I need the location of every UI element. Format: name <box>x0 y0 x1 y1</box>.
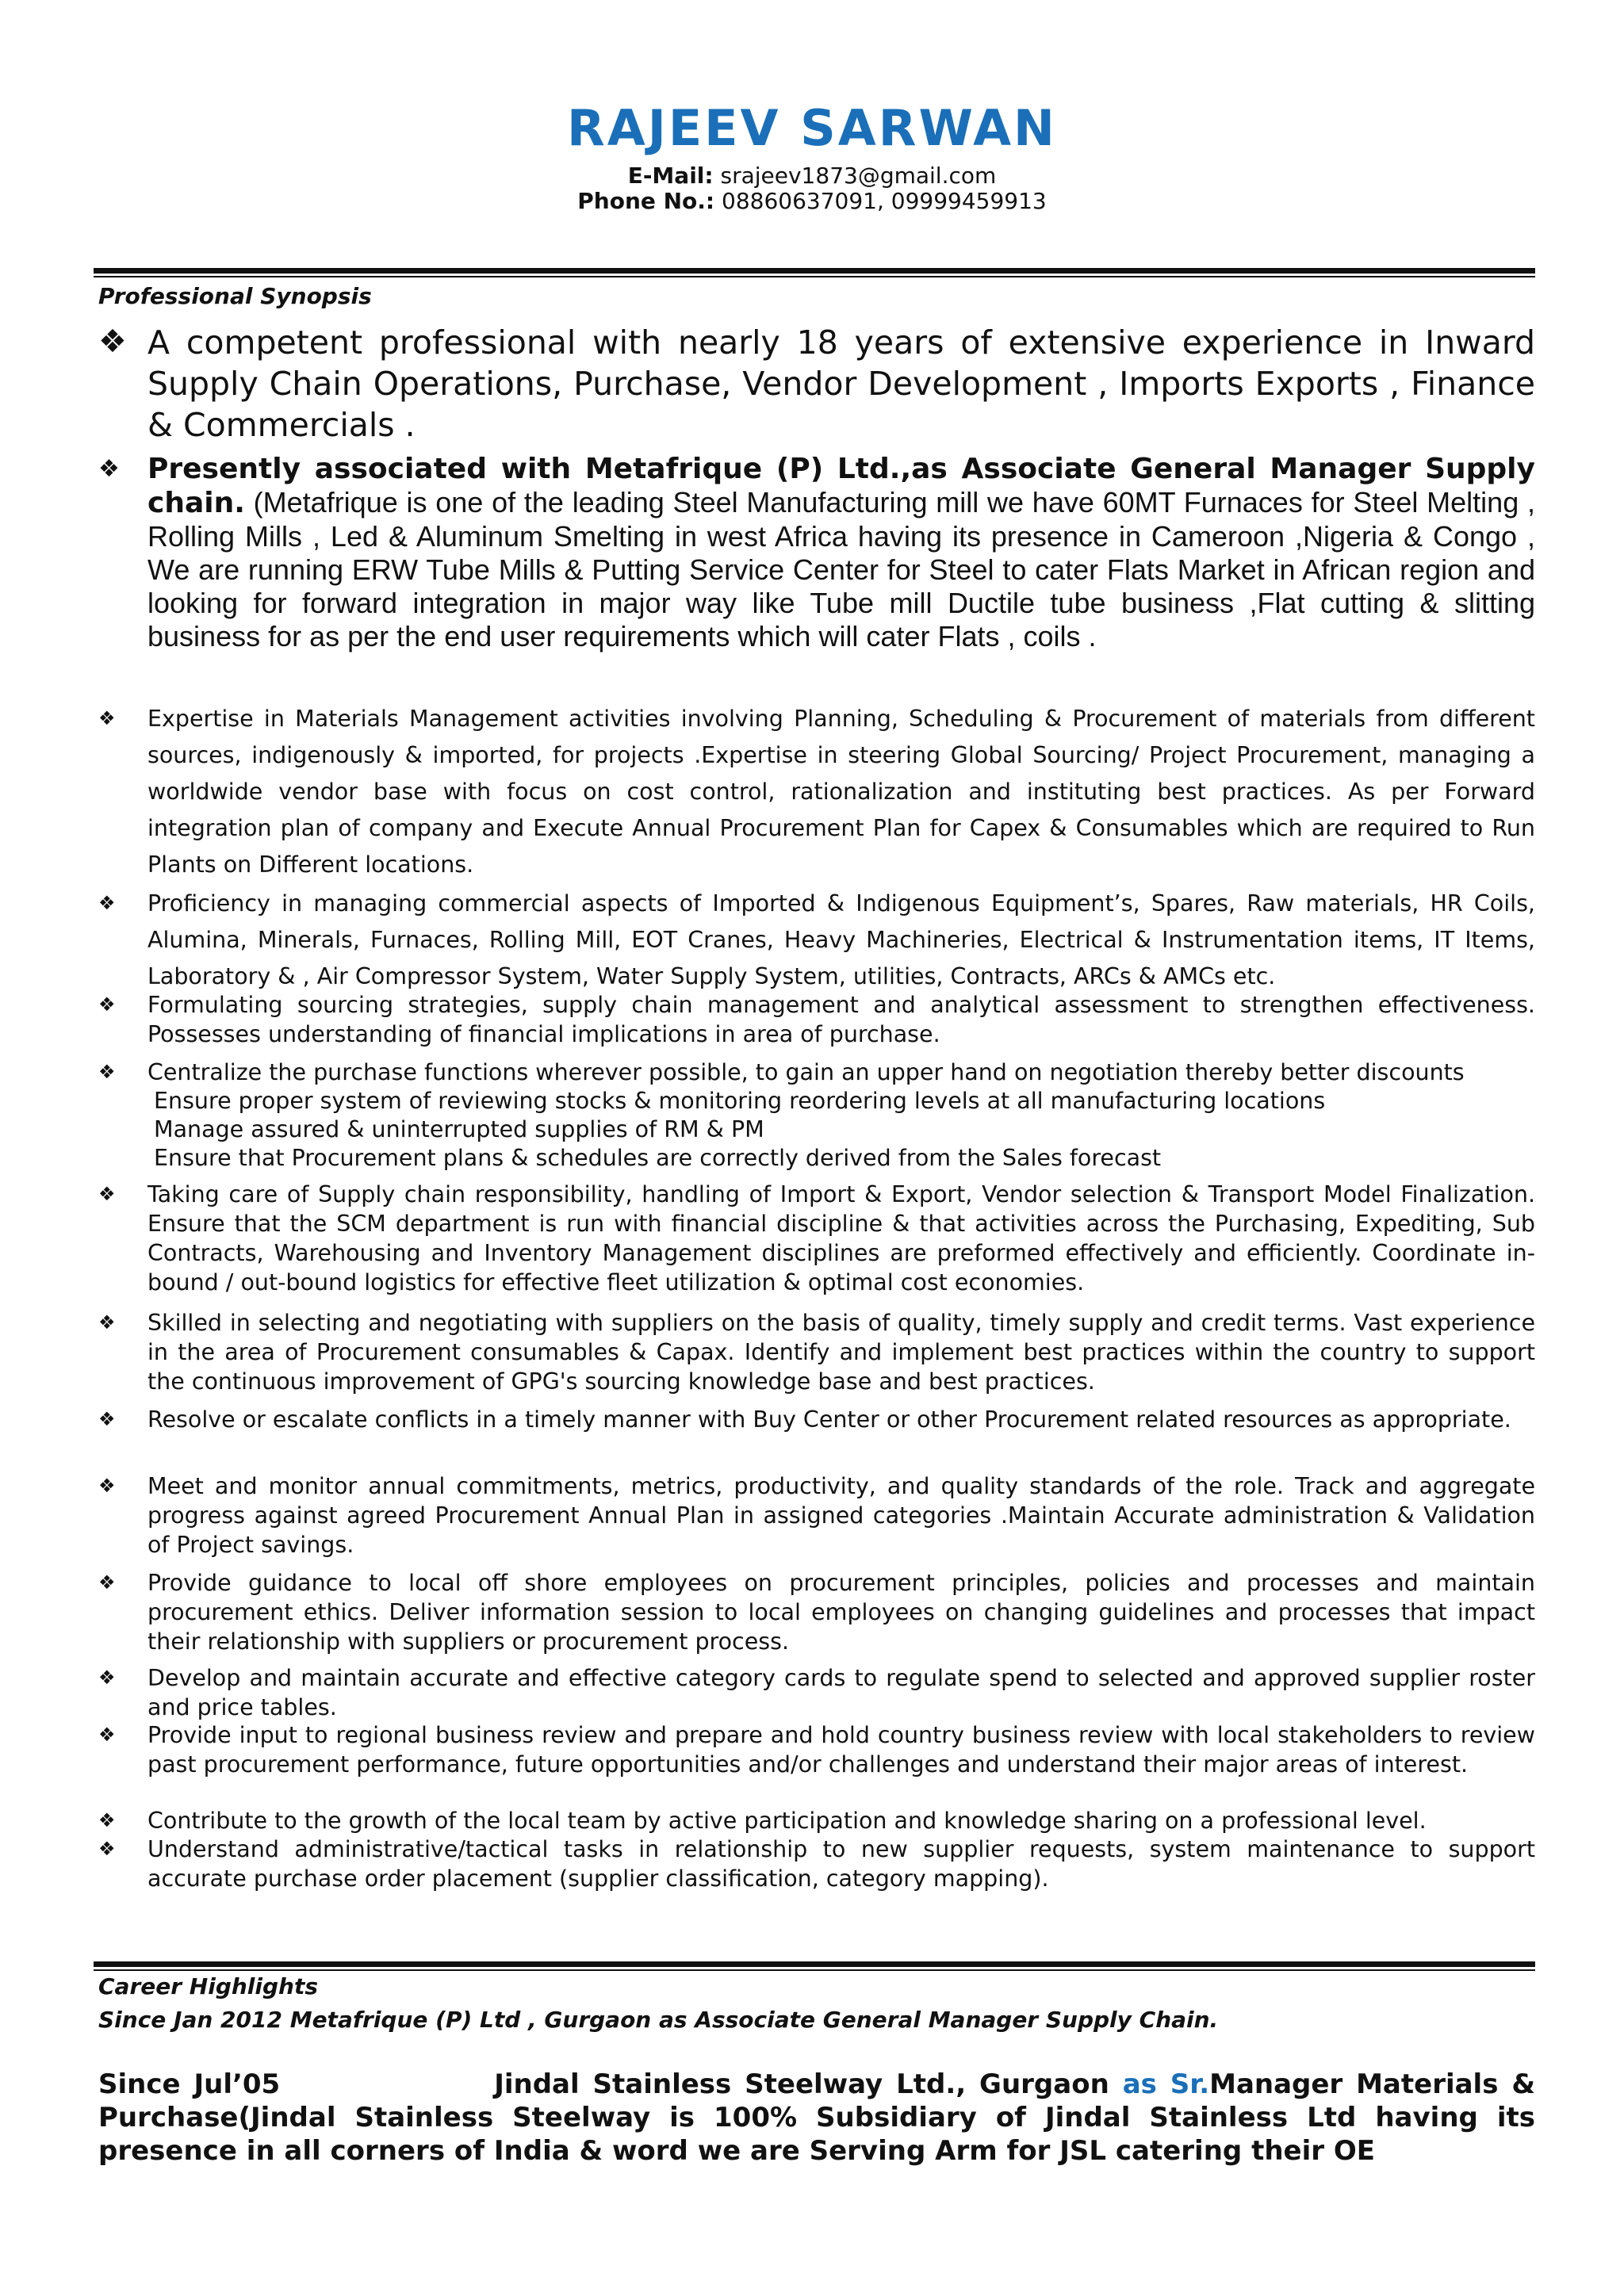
list-item: ❖ Understand administrative/tactical tasks in relationship to new supplier requests, system maintenance to support accurate purchase order placement (supplier classification, category mapping). <box>98 1836 1535 1892</box>
diamond-bullet-icon: ❖ <box>98 1809 116 1831</box>
list-subline: Ensure proper system of reviewing stocks & monitoring reordering levels at all manufacturing locations <box>154 1088 1326 1114</box>
intro-text: A competent professional with nearly 18 years of extensive experience in Inward Supply Chain Operations, Purchase, Vendor Development , Imports Exports , Finance & Commercials . <box>147 323 1535 444</box>
list-item: ❖ Resolve or escalate conflicts in a timely manner with Buy Center or other Procurement related resources as appropriate. <box>98 1406 1511 1433</box>
diamond-bullet-icon: ❖ <box>98 1475 116 1497</box>
prev-rest: Manager Materials & Purchase(Jindal Stainless Steelway is 100% Subsidiary of Jindal Stainless Ltd having its presence in all corners of India & word we are Serving Arm for JSL catering their OE <box>98 2068 1535 2167</box>
list-item: ❖ Provide guidance to local off shore employees on procurement principles, policies and processes and maintain procurement ethics. Deliver information session to local employees on changing guidelines and processes that impact their relationship with suppliers or procurement process. <box>98 1570 1535 1655</box>
list-subline: Ensure that Procurement plans & schedules are correctly derived from the Sales forecast <box>154 1145 1162 1171</box>
section-divider <box>94 268 1535 277</box>
diamond-bullet-icon: ❖ <box>98 1838 116 1860</box>
present-bold: Presently associated with Metafrique (P) Ltd.,as Associate General Manager Supply chain. <box>147 453 1535 519</box>
list-item: ❖ Skilled in selecting and negotiating with suppliers on the basis of quality, timely supply and credit terms. Vast experience in the area of Procurement consumables & Capax. Identify and implement best practices within the country to support the continuous improvement of GPG's sourcing knowledge base and best practices. <box>98 1310 1535 1395</box>
diamond-bullet-icon: ❖ <box>98 1311 116 1334</box>
list-item: ❖ Formulating sourcing strategies, supply chain management and analytical assessment to strengthen effectiveness. Possesses understanding of financial implications in area of purchase. <box>98 992 1535 1047</box>
email-label: E-Mail: <box>627 163 714 189</box>
diamond-bullet-icon: ❖ <box>98 1724 116 1746</box>
present-text: (Metafrique is one of the leading Steel Manufacturing mill we have 60MT Furnaces for Steel Melting , Rolling Mills , Led & Aluminum Smelting in west Africa having its presence in Cameroon ,Nigeria & Congo , We are running ERW Tube Mills & Putting Service Center for Steel to cater Flats Market in African region and looking for forward integration in major way like Tube mill Ductile tube business ,Flat cutting & slitting business for as per the end user requirements which will cater Flats , coils . <box>147 486 1535 652</box>
diamond-bullet-icon: ❖ <box>98 1408 116 1430</box>
email-line <box>0 162 1624 190</box>
phone-label: Phone No.: <box>577 188 715 214</box>
career-previous <box>98 2068 1535 2168</box>
list-item: ❖ Proficiency in managing commercial aspects of Imported & Indigenous Equipment’s, Spares, Raw materials, HR Coils, Alumina, Minerals, Furnaces, Rolling Mill, EOT Cranes, Heavy Machineries, Electrical & Instrumentation items, IT Items, Laboratory & , Air Compressor System, Water Supply System, utilities, Contracts, ARCs & AMCs etc. <box>98 890 1535 989</box>
present-role <box>98 452 1535 653</box>
prev-since: Since Jul’05 <box>98 2068 281 2100</box>
list-item: ❖ Taking care of Supply chain responsibility, handling of Import & Export, Vendor selection & Transport Model Finalization. Ensure that the SCM department is run with financial discipline & that activities across the Purchasing, Expediting, Sub Contracts, Warehousing and Inventory Management disciplines are preformed effectively and efficiently. Coordinate in-bound / out-bound logistics for effective fleet utilization & optimal cost economies. <box>98 1181 1535 1295</box>
prev-as: as Sr. <box>1122 2068 1210 2100</box>
list-item: ❖ Develop and maintain accurate and effective category cards to regulate spend to selected and approved supplier roster and price tables. <box>98 1665 1535 1720</box>
list-item: ❖ Provide input to regional business review and prepare and hold country business review with local stakeholders to review past procurement performance, future opportunities and/or challenges and understand their major areas of interest. <box>98 1722 1535 1777</box>
list-item: ❖ Expertise in Materials Management activities involving Planning, Scheduling & Procurement of materials from different sources, indigenously & imported, for projects .Expertise in steering Global Sourcing/ Project Procurement, managing a worldwide vendor base with focus on cost control, rationalization and instituting best practices. As per Forward integration plan of company and Execute Annual Procurement Plan for Capex & Consumables which are required to Run Plants on Different locations. <box>98 706 1535 878</box>
diamond-bullet-icon: ❖ <box>98 1571 116 1594</box>
diamond-bullet-icon: ❖ <box>98 455 120 483</box>
list-item: ❖ Meet and monitor annual commitments, metrics, productivity, and quality standards of the role. Track and aggregate progress against agreed Procurement Annual Plan in assigned categories .Maintain Accurate administration & Validation of Project savings. <box>98 1473 1535 1558</box>
diamond-bullet-icon: ❖ <box>98 993 116 1016</box>
synopsis-intro <box>98 322 1535 446</box>
list-item: ❖ Contribute to the growth of the local team by active participation and knowledge sharing on a professional level. <box>98 1808 1427 1834</box>
career-title: Career Highlights <box>98 1973 319 1999</box>
diamond-bullet-icon: ❖ <box>98 1183 116 1205</box>
prev-company: Jindal Stainless Steelway Ltd., Gurgaon <box>494 2068 1109 2100</box>
list-item: ❖ Centralize the purchase functions wherever possible, to gain an upper hand on negotiation thereby better discounts <box>98 1059 1465 1085</box>
diamond-bullet-icon: ❖ <box>98 892 116 914</box>
candidate-name: RAJEEV SARWAN <box>567 99 1057 157</box>
synopsis-title: Professional Synopsis <box>98 283 372 309</box>
section-divider <box>94 1961 1535 1971</box>
phone-line <box>0 187 1624 216</box>
email-value[interactable]: srajeev1873@gmail.com <box>720 163 997 189</box>
diamond-bullet-icon: ❖ <box>98 707 116 729</box>
diamond-bullet-icon: ❖ <box>98 1667 116 1689</box>
career-current: Since Jan 2012 Metafrique (P) Ltd , Gurgaon as Associate General Manager Supply Chain. <box>98 2007 1219 2033</box>
diamond-bullet-icon: ❖ <box>98 323 127 360</box>
diamond-bullet-icon: ❖ <box>98 1061 116 1083</box>
phone-value: 08860637091, 09999459913 <box>722 188 1047 214</box>
list-subline: Manage assured & uninterrupted supplies of RM & PM <box>154 1116 764 1142</box>
